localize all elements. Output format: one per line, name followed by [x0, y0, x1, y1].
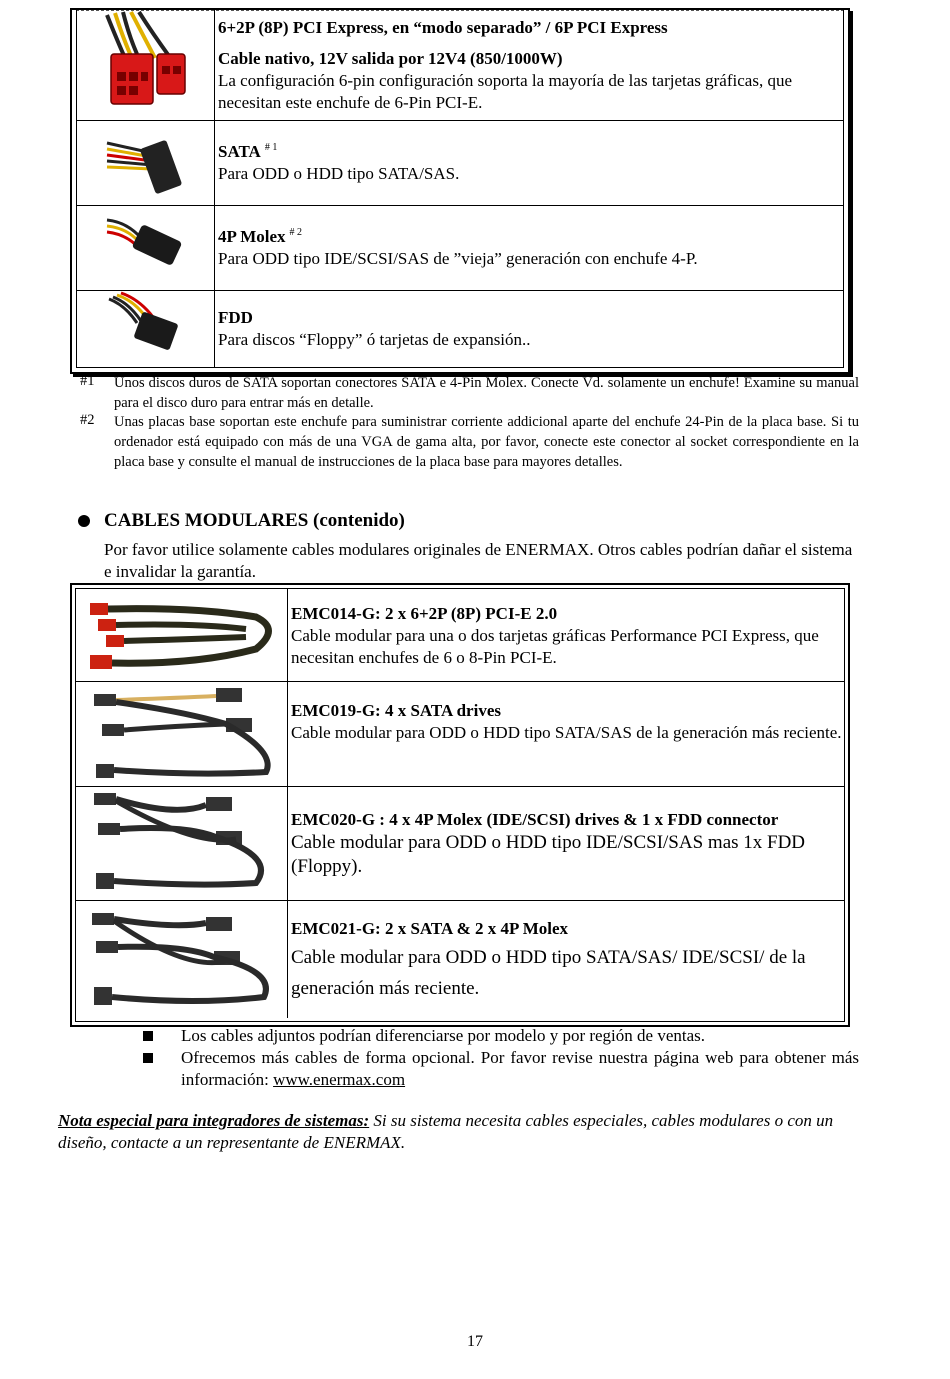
molex-connector-icon	[77, 206, 215, 290]
connector-title: FDD	[218, 308, 253, 327]
section-intro: Por favor utilice solamente cables modulares originales de ENERMAX. Otros cables podrían dañar el sistema e invalidar la garantía.	[104, 540, 853, 581]
fdd-connector-icon	[77, 291, 215, 367]
pcie-connector-icon	[77, 10, 215, 120]
cable-row-emc019	[76, 682, 844, 787]
footnote-ref: # 1	[264, 142, 278, 153]
special-note-text: Si su sistema necesita cables especiales, cables modulares o con un diseño, contacte a un representante de ENERMAX.	[58, 1111, 834, 1152]
footnote-mark: #1	[80, 373, 95, 389]
connector-description: Para ODD o HDD tipo SATA/SAS.	[218, 164, 460, 183]
bullet-text-with-link	[181, 1047, 859, 1091]
website-link[interactable]: www.enermax.com	[273, 1070, 406, 1089]
bullet-text: Los cables adjuntos podrían diferenciarse por modelo y por región de ventas.	[181, 1026, 706, 1045]
square-bullet-icon	[143, 1031, 153, 1041]
connector-subtitle: Cable nativo, 12V salida por 12V4 (850/1000W)	[218, 49, 563, 68]
cable-row-emc021	[76, 901, 844, 1018]
connector-table	[70, 8, 850, 374]
special-note	[58, 1110, 858, 1154]
cable-description: Cable modular para una o dos tarjetas gráficas Performance PCI Express, que necesitan enchufes de 6 o 8-Pin PCI-E.	[291, 626, 819, 667]
section-heading: CABLES MODULARES (contenido)	[104, 510, 405, 531]
special-note-lead: Nota especial para integradores de sistemas:	[58, 1111, 370, 1130]
emc020-cable-icon	[76, 787, 288, 900]
connector-row-fdd	[77, 291, 843, 367]
modular-cable-table	[70, 583, 850, 1027]
footnote-mark: #2	[80, 412, 95, 428]
connector-title: 6+2P (8P) PCI Express, en “modo separado” / 6P PCI Express	[218, 18, 668, 37]
connector-description: La configuración 6-pin configuración soporta la mayoría de las tarjetas gráficas, que necesitan este enchufe de 6-Pin PCI-E.	[218, 71, 792, 112]
cable-title: EMC019-G: 4 x SATA drives	[291, 701, 501, 720]
sata-connector-icon	[77, 121, 215, 205]
connector-row-sata	[77, 121, 843, 206]
square-bullet-icon	[143, 1053, 153, 1063]
cable-row-emc020	[76, 787, 844, 901]
connector-description: Para ODD tipo IDE/SCSI/SAS de ”vieja” generación con enchufe 4-P.	[218, 249, 698, 268]
connector-description: Para discos “Floppy” ó tarjetas de expansión..	[218, 330, 531, 349]
cable-row-emc014	[76, 589, 844, 682]
emc014-cable-icon	[76, 589, 288, 681]
bullet-text: Ofrecemos más cables de forma opcional. Por favor revise nuestra página web para obtener más información:	[181, 1048, 859, 1089]
footnote-text: Unas placas base soportan este enchufe para suministrar corriente addicional aparte del enchufe 24-Pin de la placa base. Si tu ordenador está equipado con más de una VGA de gama alta, por favor, conecte este conector al socket correspondiente en la placa base y consulte el manual de instrucciones de la placa base para mayores detalles.	[114, 414, 859, 470]
footnote-ref: # 2	[289, 227, 303, 238]
connector-row-molex	[77, 206, 843, 291]
emc019-cable-icon	[76, 682, 288, 786]
cable-description: Cable modular para ODD o HDD tipo SATA/SAS/ IDE/SCSI/ de la generación más reciente.	[291, 947, 806, 999]
cable-title: EMC014-G: 2 x 6+2P (8P) PCI-E 2.0	[291, 604, 558, 623]
page-number: 17	[467, 1333, 483, 1350]
cable-description: Cable modular para ODD o HDD tipo IDE/SCSI/SAS mas 1x FDD (Floppy).	[291, 832, 806, 877]
emc021-cable-icon	[76, 901, 288, 1018]
connector-row-pcie	[77, 10, 843, 121]
bullet-icon	[78, 515, 90, 527]
connector-title: SATA	[218, 142, 261, 161]
cable-title: EMC021-G: 2 x SATA & 2 x 4P Molex	[291, 919, 569, 938]
footnote-text: Unos discos duros de SATA soportan conectores SATA e 4-Pin Molex. Conecte Vd. solamente un enchufe! Examine su manual para el disco duro para entrar más en detalle.	[114, 375, 859, 411]
connector-title: 4P Molex	[218, 227, 286, 246]
cable-title: EMC020-G : 4 x 4P Molex (IDE/SCSI) drives & 1 x FDD connector	[291, 810, 779, 829]
cable-description: Cable modular para ODD o HDD tipo SATA/SAS de la generación más reciente.	[291, 723, 842, 742]
